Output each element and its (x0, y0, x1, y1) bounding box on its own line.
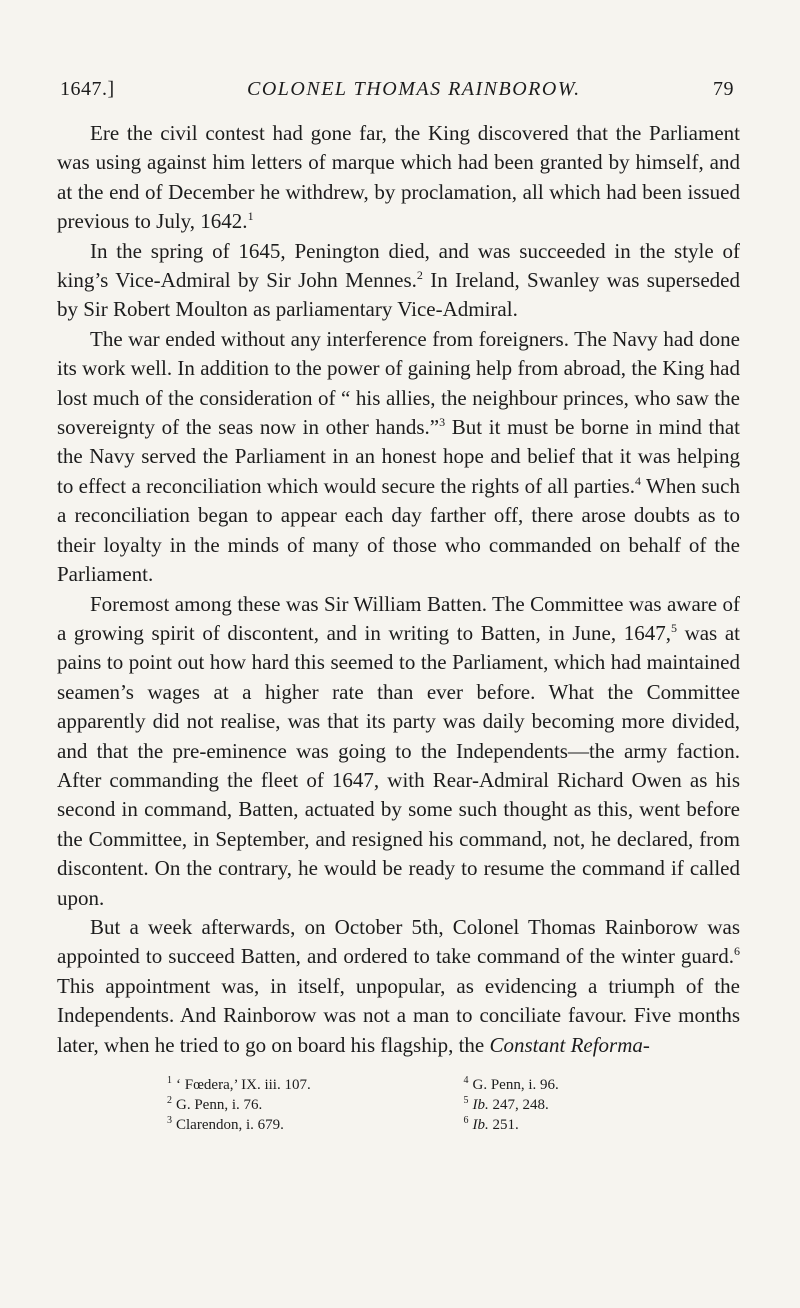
footnote-number: 5 (463, 1095, 469, 1106)
paragraph-5-text-a: But a week afterwards, on October 5th, Colonel Thomas Rainborow was appointed to succeed Batten, and ordered to take command of the winter guard. (57, 914, 740, 969)
paragraph-3-text-c: When such a reconciliation began to appear each day farther off, there arose doubts as to their loyalty in the minds of many of those who commanded on behalf of the Parliament. (57, 473, 740, 587)
footnote-text: 251. (488, 1117, 519, 1133)
page-number: 79 (713, 78, 734, 100)
header-year: 1647.] (60, 78, 115, 100)
footnote-ibid: Ib. (472, 1117, 489, 1133)
footnote-number: 4 (463, 1075, 469, 1086)
running-head (60, 78, 734, 101)
paragraph-5 (57, 913, 740, 1060)
footnote-6 (464, 1115, 741, 1135)
paragraph-1-text: Ere the civil contest had gone far, the King discovered that the Parliament was using against him letters of marque which had been granted by himself, and at the end of December he withdrew, by proclamation, all which had been issued previous to July, 1642. (57, 121, 740, 234)
footnote-ref-2: 2 (416, 268, 423, 283)
footnote-1 (167, 1075, 444, 1095)
paragraph-5-text-b: This appointment was, in itself, unpopular, as evidencing a triumph of the Independents. And Rainborow was not a man to conciliate favour. Five months later, when he tried to go on board his flagship, the (57, 973, 740, 1057)
footnote-4 (464, 1075, 741, 1095)
footnote-text: ‘ Fœdera,’ IX. iii. 107. (176, 1077, 311, 1093)
footnotes (167, 1075, 740, 1135)
footnote-2 (167, 1095, 444, 1115)
footnote-number: 6 (463, 1115, 469, 1126)
footnote-number: 3 (167, 1115, 172, 1126)
footnote-3 (167, 1115, 444, 1135)
paragraph-3 (57, 325, 740, 590)
paragraph-1 (57, 119, 740, 237)
header-title: COLONEL THOMAS RAINBOROW. (247, 78, 581, 100)
footnote-text: G. Penn, i. 76. (176, 1097, 263, 1113)
footnote-number: 1 (167, 1075, 172, 1086)
footnote-text: G. Penn, i. 96. (472, 1077, 559, 1093)
footnote-ibid: Ib. (472, 1097, 489, 1113)
footnote-text: 247, 248. (488, 1097, 549, 1113)
footnote-5 (464, 1095, 741, 1115)
paragraph-2-text-a: In the spring of 1645, Penington died, and was succeeded in the style of king’s Vice-Admiral by Sir John Mennes. (57, 238, 740, 293)
footnote-text: Clarendon, i. 679. (176, 1117, 284, 1133)
footnote-number: 2 (167, 1095, 172, 1106)
paragraph-2-text-b: In Ireland, Swanley was superseded by Sir Robert Moulton as parliamentary Vice-Admiral. (57, 268, 740, 322)
paragraph-4-text-a: Foremost among these was Sir William Batten. The Committee was aware of a growing spirit of discontent, and in writing to Batten, in June, 1647, (57, 591, 740, 645)
paragraph-3-text-b: But it must be borne in mind that the Navy served the Parliament in an honest hope and belief that it was helping to effect a reconciliation which would secure the rights of all parties. (57, 415, 740, 498)
paragraph-4 (57, 590, 740, 913)
footnote-ref-6: 6 (734, 944, 740, 959)
footnote-ref-1: 1 (247, 209, 254, 224)
paragraph-4-text-b: was at pains to point out how hard this seemed to the Parliament, which had maintained seamen’s wages at a higher rate than ever before. What the Committee apparently did not realise, was that its party was daily becoming more divided, and that the pre-eminence was going to the Independents—the army faction. After commanding the fleet of 1647, with Rear-Admiral Richard Owen as his second in command, Batten, actuated by some such thought as this, went before the Committee, in September, and resigned his command, not, he declared, from discontent. On the contrary, he would be ready to resume the command if called upon. (57, 620, 740, 910)
body-text (57, 119, 740, 1060)
ship-name: Constant Reforma- (489, 1032, 650, 1057)
footnote-ref-4: 4 (635, 473, 642, 488)
footnote-ref-3: 3 (439, 415, 446, 430)
paragraph-2 (57, 237, 740, 325)
footnote-ref-5: 5 (670, 620, 677, 635)
paragraph-3-text-a: The war ended without any interference from foreigners. The Navy had done its work well. In addition to the power of gaining help from abroad, the King had lost much of the consideration of “ his allies, the neighbour princes, who saw the sovereignty of the seas now in other hands.” (57, 326, 740, 440)
